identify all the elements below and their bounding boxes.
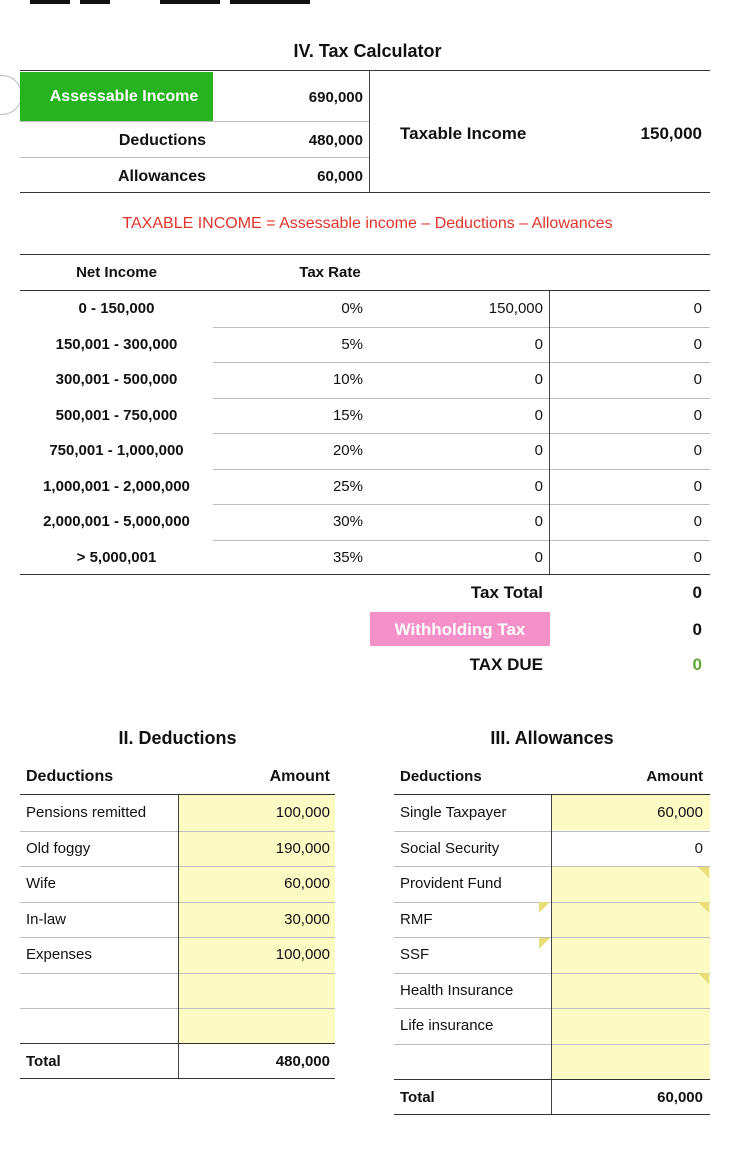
- tax-total-value: 0: [692, 583, 702, 602]
- bracket-tax: 0: [693, 478, 702, 495]
- row-divider: [394, 1044, 710, 1045]
- bracket-amount: 0: [534, 549, 543, 566]
- deductions-total-label: Total: [26, 1053, 61, 1070]
- taxable-income-value: 150,000: [640, 124, 702, 143]
- note-corner-icon: [698, 973, 709, 984]
- allowances-section-title: III. Allowances: [490, 728, 614, 748]
- bracket-range: > 5,000,001: [76, 549, 157, 566]
- deduction-amount[interactable]: 190,000: [275, 840, 330, 857]
- allowance-label: RMF: [400, 911, 433, 928]
- withholding-tax-value[interactable]: 0: [692, 620, 702, 639]
- bracket-rate: 20%: [332, 442, 363, 459]
- allowance-label: Life insurance: [400, 1017, 494, 1034]
- deductions-total-value: 480,000: [275, 1053, 330, 1070]
- assessable-income-text: Assessable Income: [49, 88, 199, 105]
- bracket-rate: 30%: [332, 513, 363, 530]
- bracket-amount: 0: [534, 407, 543, 424]
- allowance-amount[interactable]: 60,000: [657, 804, 703, 821]
- row-divider: [394, 866, 710, 867]
- deduction-label: Wife: [26, 875, 56, 892]
- deduction-label: Pensions remitted: [26, 804, 147, 821]
- withholding-tax-label: Withholding Tax: [394, 620, 526, 639]
- bracket-tax: 0: [693, 442, 702, 459]
- tax-total-label: Tax Total: [470, 583, 543, 602]
- row-divider: [394, 831, 710, 832]
- side-handle-icon[interactable]: [0, 75, 22, 115]
- allowances-label: Allowances: [117, 168, 206, 185]
- bracket-amount: 0: [534, 336, 543, 353]
- note-corner-icon: [539, 902, 550, 913]
- row-divider: [213, 327, 710, 328]
- deduction-amount[interactable]: 100,000: [275, 946, 330, 963]
- row-divider: [394, 973, 710, 974]
- bracket-range: 0 - 150,000: [78, 300, 155, 317]
- taxable-income-formula: TAXABLE INCOME = Assessable income – Deductions – Allowances: [122, 215, 613, 232]
- allowance-label: Social Security: [400, 840, 500, 857]
- deductions-label: Deductions: [118, 132, 206, 149]
- allowances-header-amount: Amount: [646, 768, 703, 785]
- row-divider: [213, 469, 710, 470]
- allowance-amount[interactable]: 0: [694, 840, 703, 857]
- allowances-value: 60,000: [317, 168, 363, 185]
- bracket-amount: 0: [534, 442, 543, 459]
- note-corner-icon: [698, 902, 709, 913]
- bracket-rate: 15%: [332, 407, 363, 424]
- deduction-amount[interactable]: 30,000: [284, 911, 330, 928]
- bracket-tax: 0: [693, 336, 702, 353]
- bracket-amount: 0: [534, 371, 543, 388]
- deduction-label: Old foggy: [26, 840, 91, 857]
- row-divider: [213, 504, 710, 505]
- bracket-tax: 0: [693, 300, 702, 317]
- bracket-range: 2,000,001 - 5,000,000: [43, 513, 190, 530]
- tax-due-label: TAX DUE: [469, 655, 543, 674]
- note-corner-icon: [539, 938, 550, 949]
- bracket-tax: 0: [693, 549, 702, 566]
- bracket-rate: 10%: [332, 371, 363, 388]
- cut-off-heading: [30, 0, 350, 4]
- deduction-label: In-law: [26, 911, 67, 928]
- bracket-amount: 150,000: [488, 300, 543, 317]
- row-divider: [213, 433, 710, 434]
- allowance-label: Provident Fund: [400, 875, 502, 892]
- bracket-range: 1,000,001 - 2,000,000: [43, 478, 190, 495]
- deductions-value: 480,000: [308, 132, 363, 149]
- row-divider: [213, 362, 710, 363]
- bracket-rate: 25%: [332, 478, 363, 495]
- tax-due-value: 0: [692, 655, 702, 674]
- allowance-label: Health Insurance: [400, 982, 514, 999]
- bracket-rate: 35%: [332, 549, 363, 566]
- bracket-tax: 0: [693, 371, 702, 388]
- bracket-range: 750,001 - 1,000,000: [49, 442, 184, 459]
- net-income-header: Net Income: [76, 264, 157, 281]
- bracket-amount: 0: [534, 513, 543, 530]
- allowances-header-label: Deductions: [400, 768, 482, 785]
- deduction-label: Expenses: [26, 946, 92, 963]
- allowances-total-value: 60,000: [657, 1089, 703, 1106]
- deductions-header-label: Deductions: [26, 768, 114, 785]
- bracket-amount: 0: [534, 478, 543, 495]
- bracket-range: 300,001 - 500,000: [55, 371, 178, 388]
- bracket-tax: 0: [693, 513, 702, 530]
- allowances-total-label: Total: [400, 1089, 435, 1106]
- allowance-label: SSF: [400, 946, 430, 963]
- taxable-income-label: Taxable Income: [400, 124, 527, 143]
- deduction-amount[interactable]: 100,000: [275, 804, 330, 821]
- note-corner-icon: [698, 867, 709, 878]
- bracket-tax: 0: [693, 407, 702, 424]
- deduction-amount[interactable]: 60,000: [284, 875, 330, 892]
- row-divider: [213, 398, 710, 399]
- bracket-rate: 5%: [341, 336, 363, 353]
- bracket-range: 500,001 - 750,000: [55, 407, 178, 424]
- row-divider: [394, 902, 710, 903]
- deductions-header-amount: Amount: [269, 768, 330, 785]
- assessable-income-value[interactable]: 690,000: [308, 89, 363, 106]
- row-divider: [394, 1008, 710, 1009]
- bracket-rate: 0%: [341, 300, 363, 317]
- deductions-section-title: II. Deductions: [118, 728, 237, 748]
- calculator-title: IV. Tax Calculator: [293, 41, 442, 61]
- row-divider: [213, 540, 710, 541]
- allowance-label: Single Taxpayer: [400, 804, 507, 821]
- row-divider: [394, 937, 710, 938]
- bracket-range: 150,001 - 300,000: [55, 336, 178, 353]
- tax-rate-header: Tax Rate: [299, 264, 361, 281]
